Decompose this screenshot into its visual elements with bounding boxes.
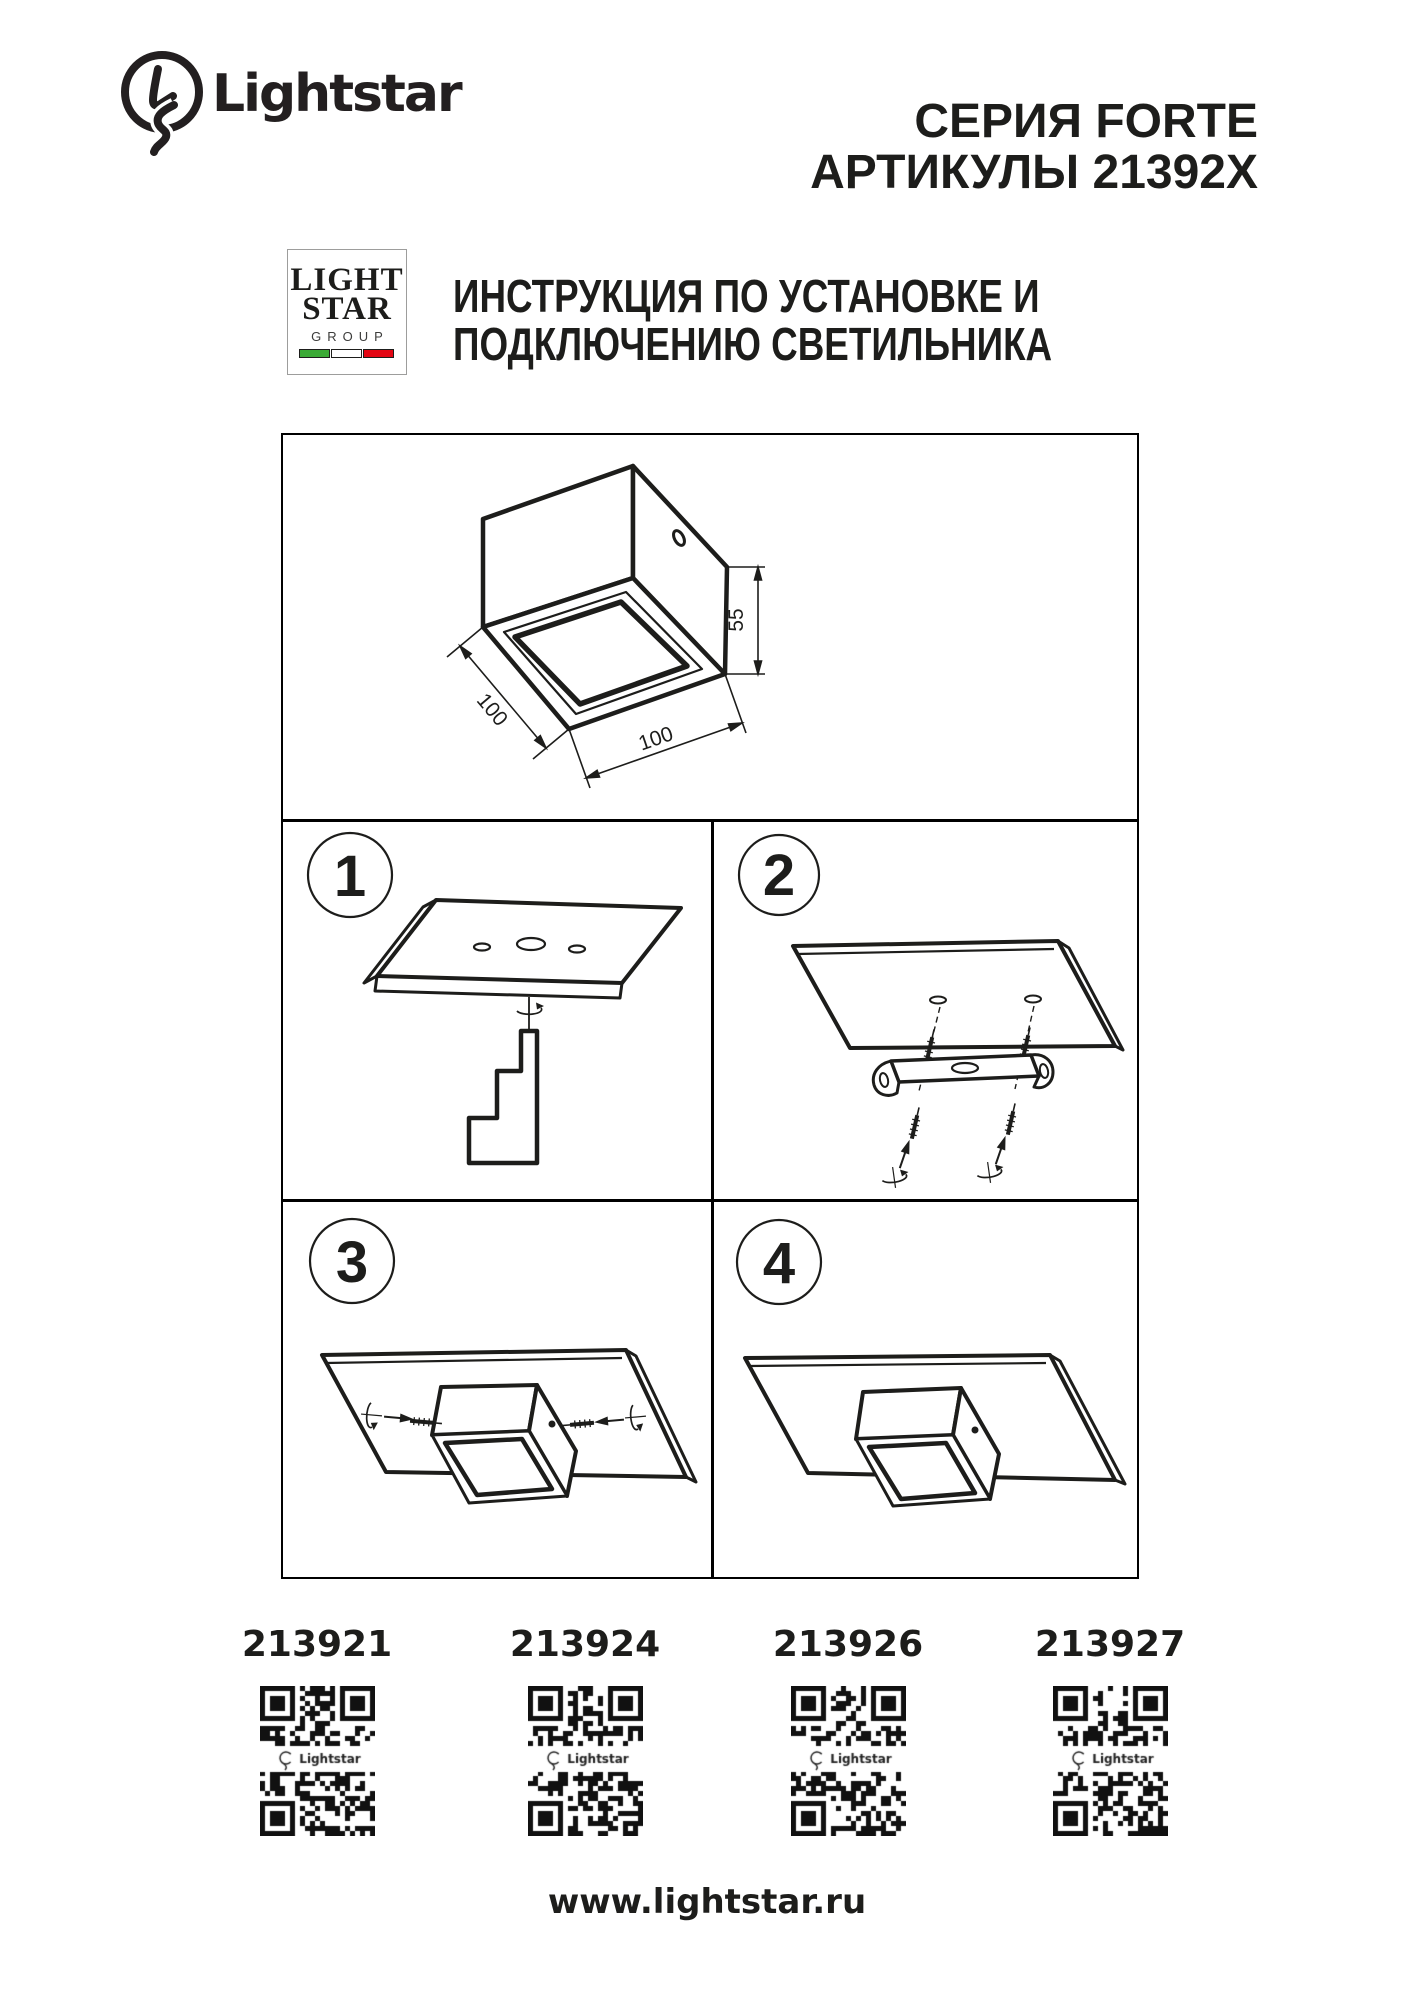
rotate-arrow-icon [881,1165,911,1190]
product-code: 213921 [241,1624,393,1665]
page-title-line2: ПОДКЛЮЧЕНИЮ СВЕТИЛЬНИКА [453,318,1053,370]
articles-subtitle: АРТИКУЛЫ 21392X [810,146,1258,199]
mounting-bracket-drawing [873,1055,1053,1096]
italian-flag-icon [299,349,395,358]
screw-icon [908,1107,923,1140]
instruction-table [281,433,1139,1579]
dimension-width-label: 100 [635,722,677,756]
qr-code [791,1686,906,1836]
dimension-depth-label: 100 [471,689,513,731]
qr-code [1053,1686,1168,1836]
ceiling-plate-drawing [793,941,1123,1050]
brand-wordmark: Lightstar [212,64,461,124]
step-bracket-drawing [469,1031,537,1163]
step-number: 1 [333,844,367,909]
product-dimension-drawing [284,436,1136,814]
group-logo-light: LIGHT [290,262,404,298]
insert-arrow-icon [992,1134,1010,1165]
step-panel-1 [284,823,708,1195]
lamp-box-outline [483,466,727,729]
step-number: 2 [762,843,796,908]
step-panel-2 [713,823,1135,1195]
screw-icon [1004,1103,1019,1136]
rotate-arrow-icon [976,1160,1006,1185]
qr-code [528,1686,643,1836]
series-title: СЕРИЯ FORTE [914,95,1258,148]
group-logo-star: STAR [302,291,392,327]
lightstar-logo-icon [112,44,212,164]
page-title [453,272,1052,368]
series-header [810,96,1258,198]
group-logo-box [287,249,407,375]
product-code: 213926 [772,1624,924,1665]
dimension-height-label: 55 [725,608,748,632]
step-panel-3 [284,1203,708,1577]
rotate-arrow-icon [517,999,544,1020]
table-divider-horizontal-1 [283,819,1137,822]
footer-url: www.lightstar.ru [547,1882,867,1922]
insert-arrow-icon [896,1138,914,1169]
qr-code [260,1686,375,1836]
mounting-plate-drawing [364,900,681,998]
step-number: 3 [335,1230,369,1295]
step-panel-4 [713,1203,1135,1577]
product-code: 213924 [509,1624,661,1665]
page-title-line1: ИНСТРУКЦИЯ ПО УСТАНОВКЕ И [453,270,1040,322]
group-logo-group: GROUP [311,329,389,344]
step-number: 4 [762,1231,796,1296]
product-code: 213927 [1034,1624,1186,1665]
table-divider-horizontal-2 [283,1199,1137,1202]
